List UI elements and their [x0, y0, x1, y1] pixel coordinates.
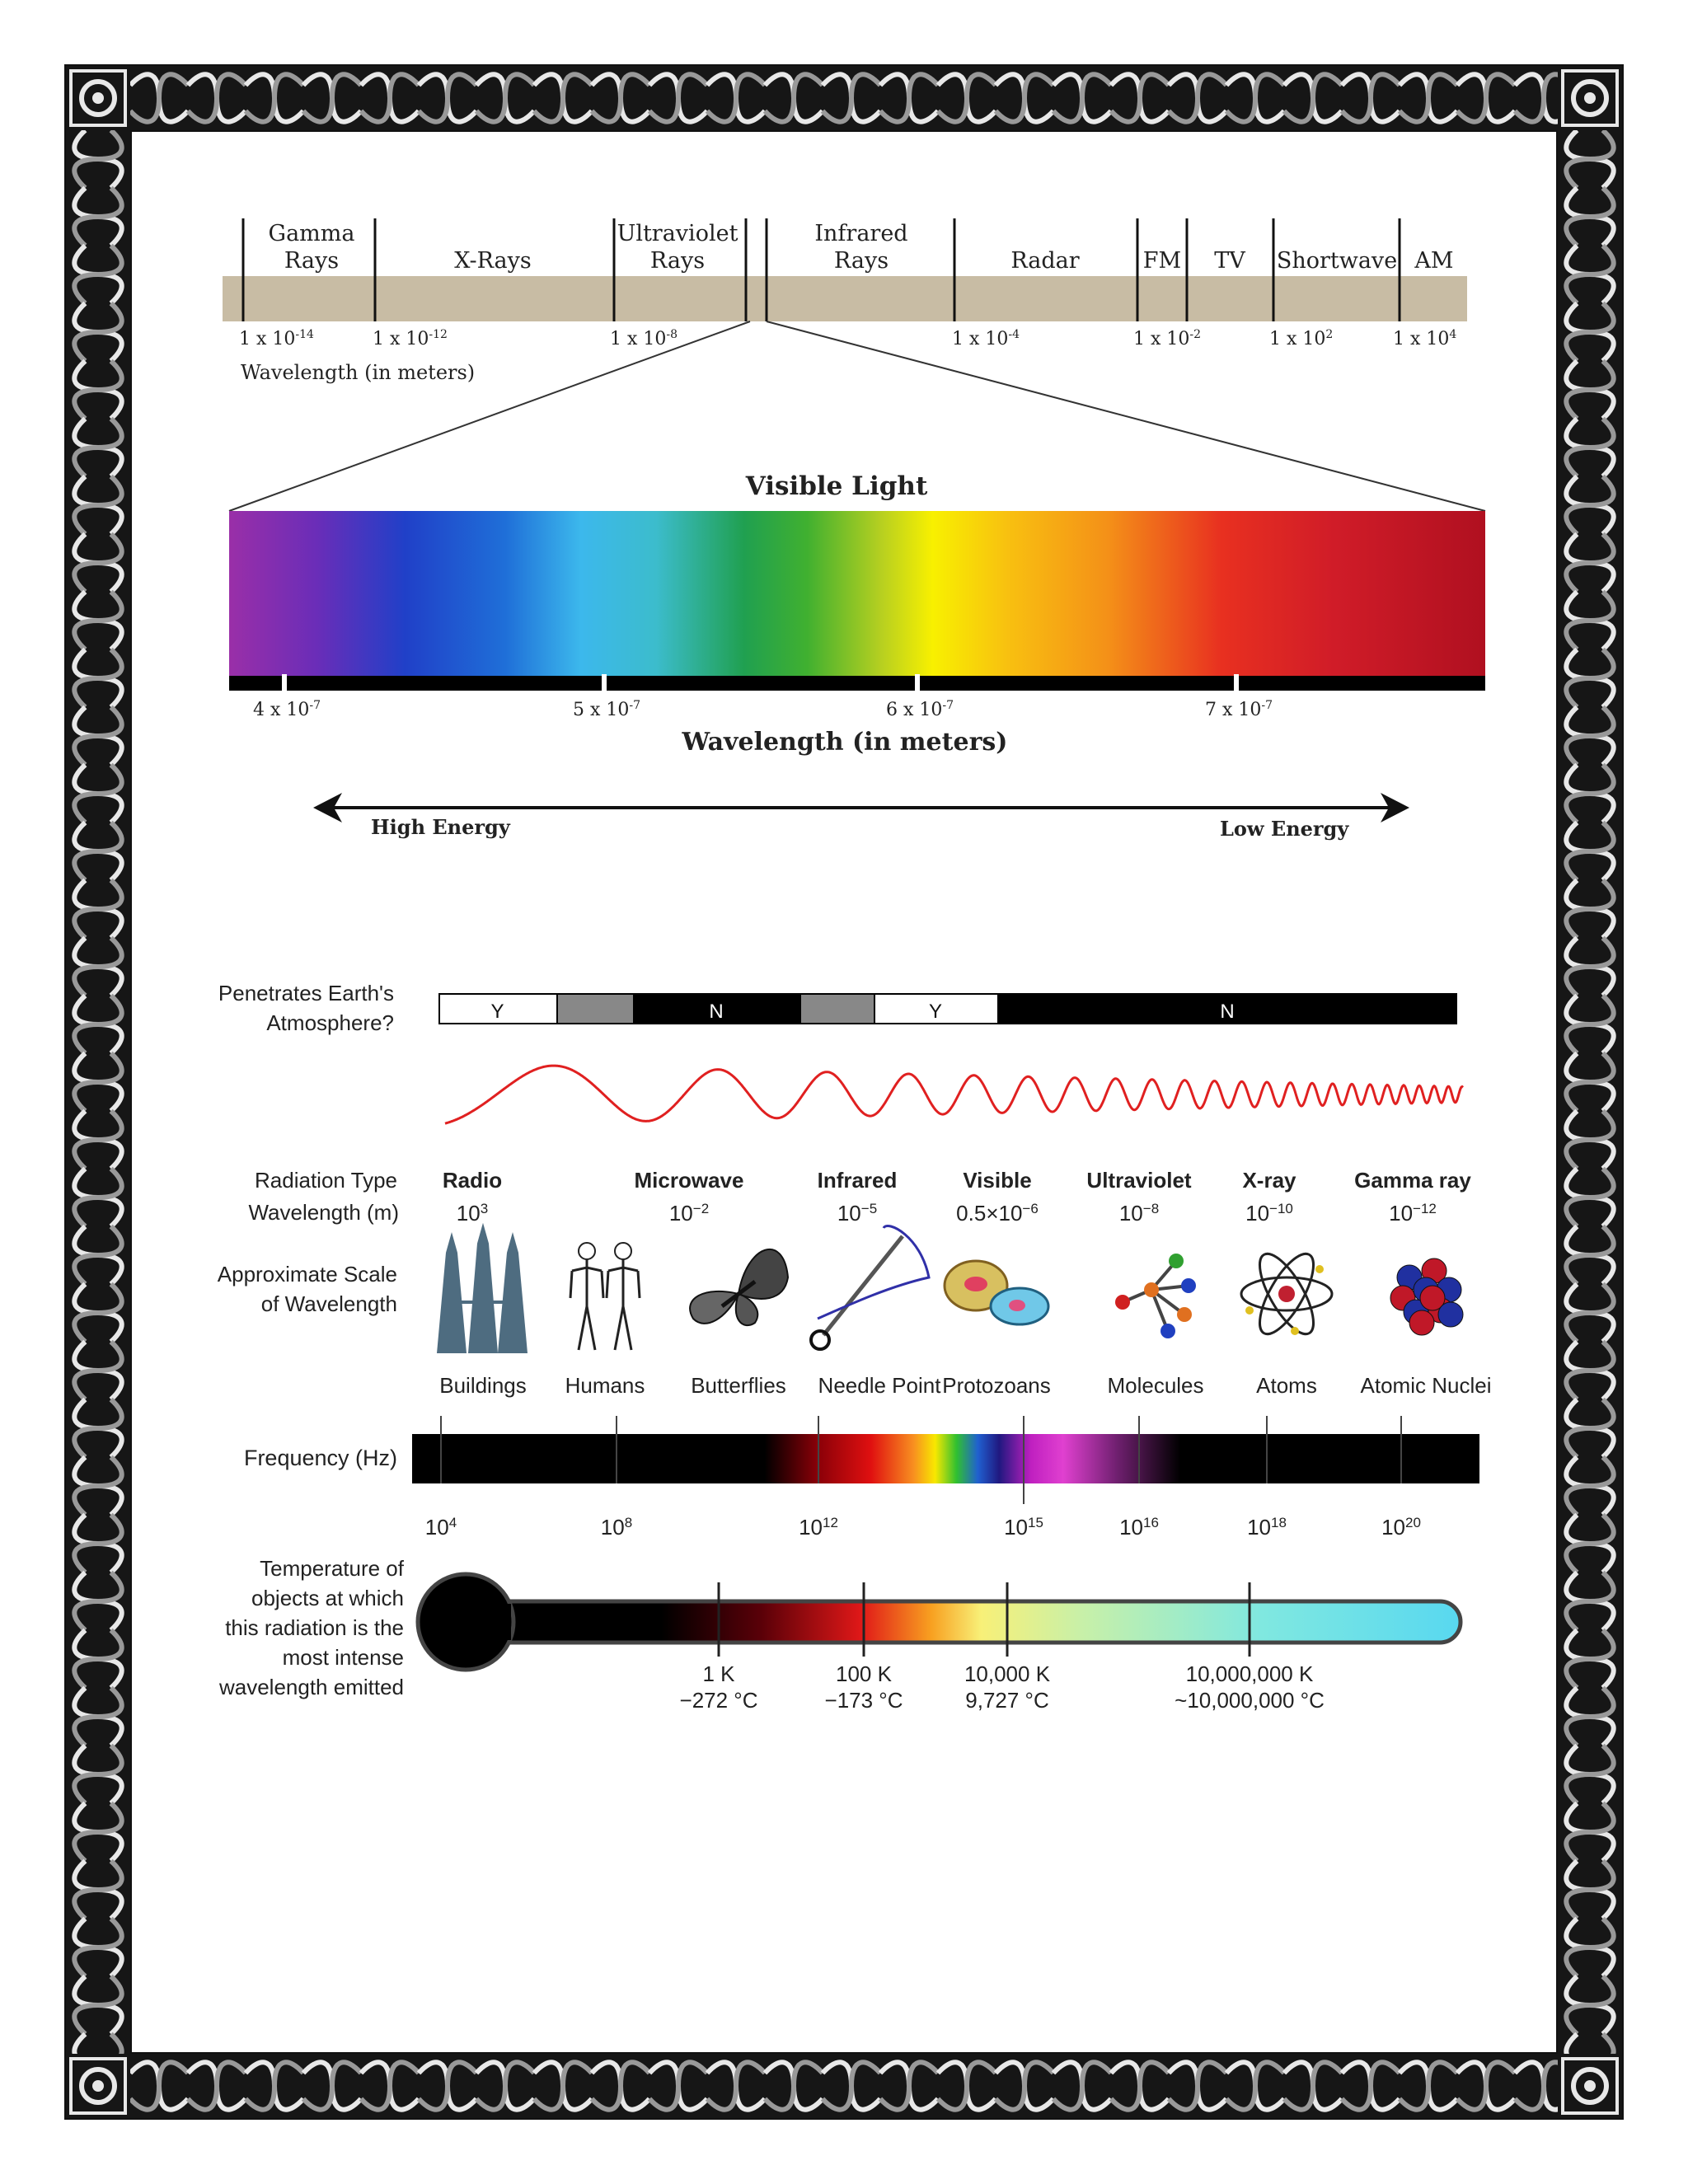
needle-icon: [811, 1226, 929, 1350]
atmosphere-label-line2: Atmosphere?: [266, 1010, 394, 1035]
tower: [498, 1232, 528, 1353]
skybridge: [458, 1301, 508, 1304]
wavelength-tick-label: 1 x $10^4$: [1393, 328, 1457, 349]
frequency-tick-label: $10^8$: [600, 1514, 633, 1540]
tower: [468, 1223, 498, 1353]
temperature-celsius: 9,727 °C: [965, 1688, 1049, 1713]
atmosphere-segment: [801, 995, 874, 1023]
tower: [437, 1232, 467, 1353]
temperature-kelvin: 100 K: [836, 1661, 892, 1686]
radiation-wavelength-value: $0.5\times 10^{-6}$: [956, 1200, 1039, 1226]
temperature-celsius: ~10,000,000 °C: [1175, 1688, 1325, 1713]
nucleus: [964, 1277, 987, 1291]
visible-axis-bar: [229, 676, 1485, 691]
visible-axis-label: Wavelength (in meters): [682, 728, 1008, 757]
scale-object-label: Molecules: [1107, 1373, 1204, 1398]
radiation-type-name: Radio: [442, 1168, 503, 1193]
radiation-wavelength-value: $10^{-8}$: [1118, 1200, 1160, 1226]
frequency-tick-label: $10^{16}$: [1119, 1514, 1159, 1540]
amoeba-nucleus: [1009, 1300, 1025, 1311]
label-ultraviolet-rays: Ultraviolet Rays: [617, 221, 738, 274]
label-tv: TV: [1214, 248, 1245, 274]
frequency-tick-label: $10^{12}$: [799, 1514, 838, 1540]
radiation-type-name: Infrared: [817, 1168, 898, 1193]
wing: [738, 1249, 788, 1299]
scale-object-label: Protozoans: [942, 1373, 1051, 1398]
electron: [1315, 1265, 1324, 1273]
visible-tick: [282, 674, 287, 691]
decreasing-wavelength-wave: [445, 1066, 1463, 1123]
scale-object-label: Butterflies: [691, 1373, 786, 1398]
atom-ball: [1177, 1307, 1192, 1322]
high-energy-label: High Energy: [371, 815, 510, 839]
label-shortwave: Shortwave: [1276, 248, 1398, 274]
wing: [690, 1291, 738, 1324]
body: [607, 1259, 640, 1350]
frequency-tick-label: $10^{20}$: [1381, 1514, 1421, 1540]
temperature-kelvin: 10,000,000 K: [1185, 1661, 1314, 1686]
electron: [1291, 1327, 1299, 1335]
radiation-wavelength-value: $10^{-2}$: [668, 1200, 710, 1226]
protozoan-icon: [945, 1261, 1048, 1324]
atom-ball: [1160, 1324, 1175, 1338]
atom-ball: [1181, 1278, 1196, 1293]
frequency-tick-label: $10^4$: [424, 1514, 457, 1540]
body: [570, 1259, 603, 1350]
scale-object-label: Buildings: [439, 1373, 527, 1398]
radiation-type-name: X-ray: [1242, 1168, 1296, 1193]
label-fm: FM: [1142, 248, 1182, 274]
label-am: AM: [1414, 248, 1454, 274]
visible-tick: [1234, 674, 1239, 691]
frequency-spectrum-bar: [412, 1434, 1479, 1483]
atom-ball: [1169, 1254, 1184, 1268]
thermometer-neck: [462, 1604, 511, 1640]
visible-tick: [602, 674, 607, 691]
label-x-rays: X-Rays: [454, 248, 532, 274]
visible-tick-label: 7 x $10^{-7}$: [1205, 699, 1273, 720]
visible-tick-label: 5 x $10^{-7}$: [573, 699, 641, 720]
scale-object-label: Atoms: [1256, 1373, 1317, 1398]
atmosphere-segment-label: N: [709, 1001, 724, 1023]
scale-label-line1: Approximate Scale: [217, 1262, 397, 1286]
molecule-icon: [1115, 1254, 1196, 1338]
atmosphere-segment: [558, 995, 633, 1023]
visible-tick: [915, 674, 920, 691]
frequency-label: Frequency (Hz): [243, 1446, 397, 1470]
wavelength-tick-label: 1 x $10^{-8}$: [610, 328, 678, 349]
wavelength-tick-label: 1 x $10^{-4}$: [952, 328, 1020, 349]
radiation-type-name: Microwave: [634, 1168, 744, 1193]
buildings-icon: [437, 1223, 528, 1353]
wavelength-tick-label: 1 x $10^{-2}$: [1133, 328, 1202, 349]
nucleon: [1438, 1302, 1463, 1327]
label-gamma-rays: Gamma Rays: [268, 221, 355, 274]
atom-icon: [1241, 1246, 1332, 1341]
wavelength-axis-label: Wavelength (in meters): [241, 361, 476, 384]
radiation-wavelength-value: $10^3$: [456, 1200, 489, 1226]
visible-spectrum-bar: [229, 511, 1485, 676]
radiation-type-name: Visible: [963, 1168, 1032, 1193]
head: [615, 1243, 631, 1259]
visible-light-title: Visible Light: [745, 471, 928, 501]
atmosphere-segment-label: N: [1220, 1001, 1235, 1023]
temperature-label-line: most intense: [282, 1645, 404, 1670]
needle: [823, 1236, 903, 1335]
atom-ball: [1144, 1282, 1159, 1297]
scale-object-label: Needle Point: [818, 1373, 941, 1398]
head: [579, 1243, 595, 1259]
zoom-line-left: [229, 321, 750, 511]
atmosphere-segment-label: Y: [928, 1001, 943, 1023]
scale-object-label: Atomic Nuclei: [1360, 1373, 1492, 1398]
wavelength-m-label: Wavelength (m): [248, 1200, 399, 1225]
atom-ball: [1115, 1295, 1130, 1310]
butterfly-icon: [690, 1249, 788, 1325]
label-infrared-rays: Infrared Rays: [814, 221, 908, 274]
temperature-kelvin: 1 K: [702, 1661, 735, 1686]
radiation-wavelength-value: $10^{-5}$: [837, 1200, 878, 1226]
wavelength-tick-label: 1 x $10^{-14}$: [239, 328, 314, 349]
radiation-type-label: Radiation Type: [255, 1168, 397, 1193]
temperature-celsius: −173 °C: [824, 1688, 903, 1713]
nucleus-icon: [1390, 1258, 1463, 1335]
scale-label-line2: of Wavelength: [260, 1291, 397, 1316]
radiation-type-name: Gamma ray: [1354, 1168, 1471, 1193]
temperature-label-line: Temperature of: [260, 1556, 404, 1581]
temperature-label-line: this radiation is the: [225, 1615, 404, 1640]
electron: [1245, 1306, 1254, 1315]
frequency-tick-label: $10^{15}$: [1004, 1514, 1043, 1540]
needle-eye: [811, 1331, 829, 1349]
visible-tick-label: 4 x $10^{-7}$: [253, 699, 321, 720]
wavelength-band: [223, 276, 1467, 321]
radiation-type-name: Ultraviolet: [1086, 1168, 1192, 1193]
scale-object-label: Humans: [565, 1373, 645, 1398]
temperature-label-line: objects at which: [251, 1586, 404, 1610]
label-radar: Radar: [1010, 248, 1080, 274]
frequency-tick-label: $10^{18}$: [1247, 1514, 1287, 1540]
temperature-celsius: −272 °C: [679, 1688, 758, 1713]
atom-nucleus: [1278, 1286, 1295, 1302]
thermometer-tube: [462, 1601, 1461, 1643]
visible-tick-label: 6 x $10^{-7}$: [886, 699, 954, 720]
low-energy-label: Low Energy: [1220, 817, 1349, 841]
radiation-wavelength-value: $10^{-12}$: [1389, 1200, 1437, 1226]
nucleon: [1409, 1310, 1434, 1335]
humans-icon: [570, 1243, 640, 1350]
temperature-label-line: wavelength emitted: [218, 1675, 404, 1699]
atmosphere-segment-label: Y: [490, 1001, 504, 1023]
wavelength-tick-label: 1 x $10^{-12}$: [373, 328, 448, 349]
atmosphere-label-line1: Penetrates Earth's: [218, 981, 394, 1005]
wavelength-tick-label: 1 x $10^2$: [1269, 328, 1334, 349]
temperature-kelvin: 10,000 K: [964, 1661, 1051, 1686]
radiation-wavelength-value: $10^{-10}$: [1245, 1200, 1293, 1226]
